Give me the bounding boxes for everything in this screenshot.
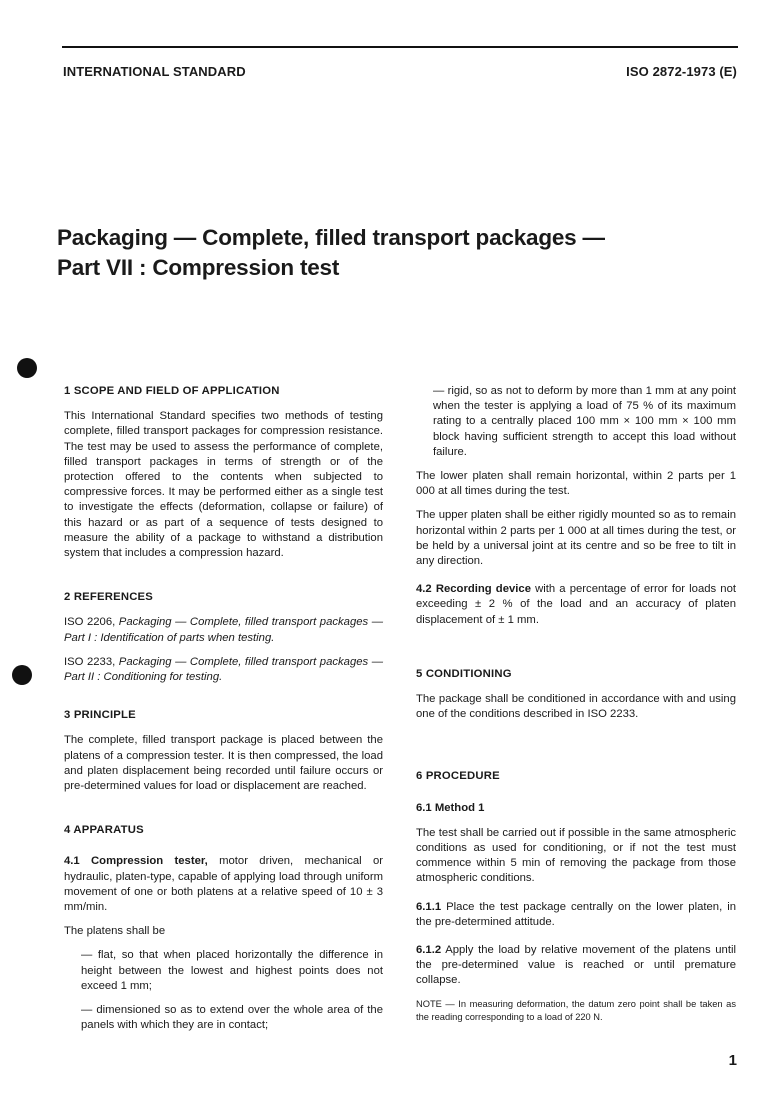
- punch-hole-bottom: [12, 665, 32, 685]
- section-4-2: [416, 582, 736, 628]
- section-6-1-2: [416, 943, 736, 989]
- reference-1-number: ISO 2206,: [64, 616, 116, 629]
- standard-type-label: INTERNATIONAL STANDARD: [63, 64, 246, 79]
- section-4-1-label: 4.1 Compression tester,: [64, 855, 208, 868]
- section-6-1-1-label: 6.1.1: [416, 900, 442, 913]
- standard-number-label: ISO 2872-1973 (E): [626, 64, 737, 79]
- section-6-1-text: The test shall be carried out if possible in the same atmospheric conditions as used for conditioning, or if not the test must commence within 5 min of removing the package from those atmospheric conditions.: [416, 826, 736, 885]
- reference-2: [64, 655, 383, 685]
- title-line-2: Part VII : Compression test: [57, 255, 340, 280]
- section-3-text: The complete, filled transport package is placed between the platens of a compression tester. It is then compressed, the load and platen displacement being recorded until failure occurs or pre-determined values for load or displacement are reached.: [64, 734, 383, 793]
- platen-requirement-flat: — flat, so that when placed horizontally the difference in height between the lowest and highest points does not exceed 1 mm;: [81, 949, 383, 992]
- reference-1-title: Packaging — Complete, filled transport packages — Part I : Identification of parts when testing.: [64, 616, 383, 644]
- section-5-text: The package shall be conditioned in accordance with and using one of the conditions described in ISO 2233.: [416, 693, 736, 721]
- punch-hole-top: [17, 358, 37, 378]
- platen-requirement-rigid: — rigid, so as not to deform by more than 1 mm at any point when the tester is applying a load of 75 % of its maximum rating to a centrally placed 100 mm × 100 mm × 100 mm block having sufficient strength to accept this load without failure.: [433, 385, 736, 458]
- title-line-1: Packaging — Complete, filled transport packages —: [57, 225, 605, 250]
- section-6-heading: 6 PROCEDURE: [416, 770, 500, 783]
- section-2-heading: 2 REFERENCES: [64, 591, 154, 604]
- section-1-heading: 1 SCOPE AND FIELD OF APPLICATION: [64, 385, 280, 397]
- upper-platen-text: The upper platen shall be either rigidly mounted so as to remain horizontal within 2 parts per 1 000 at all times during the test, or be held by a universal joint at its centre and so be free to tilt in any direction.: [416, 509, 736, 568]
- measurement-note: NOTE — In measuring deformation, the datum zero point shall be taken as the reading corresponding to a load of 220 N.: [416, 998, 736, 1022]
- platen-requirement-dimensions: — dimensioned so as to extend over the whole area of the panels with which they are in contact;: [81, 1004, 383, 1032]
- section-4-2-label: 4.2 Recording device: [416, 583, 531, 596]
- reference-2-title: Packaging — Complete, filled transport packages — Part II : Conditioning for testing.: [64, 655, 383, 684]
- section-4-2-text: with a percentage of error for loads not exceeding ± 2 % of the load and an accuracy of platen displacement of ± 1 mm.: [416, 583, 736, 626]
- section-6-1-2-label: 6.1.2: [416, 944, 442, 957]
- reference-2-number: ISO 2233,: [64, 655, 116, 668]
- section-6-1-1-text: Place the test package centrally on the lower platen, in the pre-determined attitude.: [416, 900, 736, 928]
- section-3-heading: 3 PRINCIPLE: [64, 709, 136, 722]
- section-6-1-1: [416, 900, 736, 930]
- section-5-heading: 5 CONDITIONING: [416, 667, 512, 680]
- platens-intro: The platens shall be: [64, 925, 166, 938]
- lower-platen-text: The lower platen shall remain horizontal, within 2 parts per 1 000 at all times during the test.: [416, 470, 736, 498]
- right-column: [416, 384, 736, 1033]
- section-4-heading: 4 APPARATUS: [64, 824, 144, 837]
- document-title: [57, 223, 605, 283]
- left-column: [64, 384, 383, 1043]
- section-6-1-2-text: Apply the load by relative movement of the platens until the pre-determined value is reached or until premature collapse.: [416, 944, 736, 987]
- section-1-text: This International Standard specifies two methods of testing complete, filled transport packages for compression resistance. The test may be used to assess the performance of complete, filled transport packages in terms of strength or of the protection offered to the contents when subjected to compressive forces. It may be performed either as a single test to investigate the effects (deformation, collapse or failure) of this hazard or as part of a sequence of tests designed to measure the ability of a package to withstand a distribution system that includes a compression hazard.: [64, 410, 383, 560]
- reference-1: [64, 615, 383, 645]
- section-4-1-text: motor driven, mechanical or hydraulic, platen-type, capable of applying load through uniform movement of one or both platens at a relative speed of 10 ± 3 mm/min.: [64, 855, 383, 914]
- top-rule: [62, 46, 738, 48]
- section-4-1: [64, 854, 383, 915]
- section-6-1-heading: 6.1 Method 1: [416, 801, 485, 814]
- page-number: 1: [728, 1052, 737, 1069]
